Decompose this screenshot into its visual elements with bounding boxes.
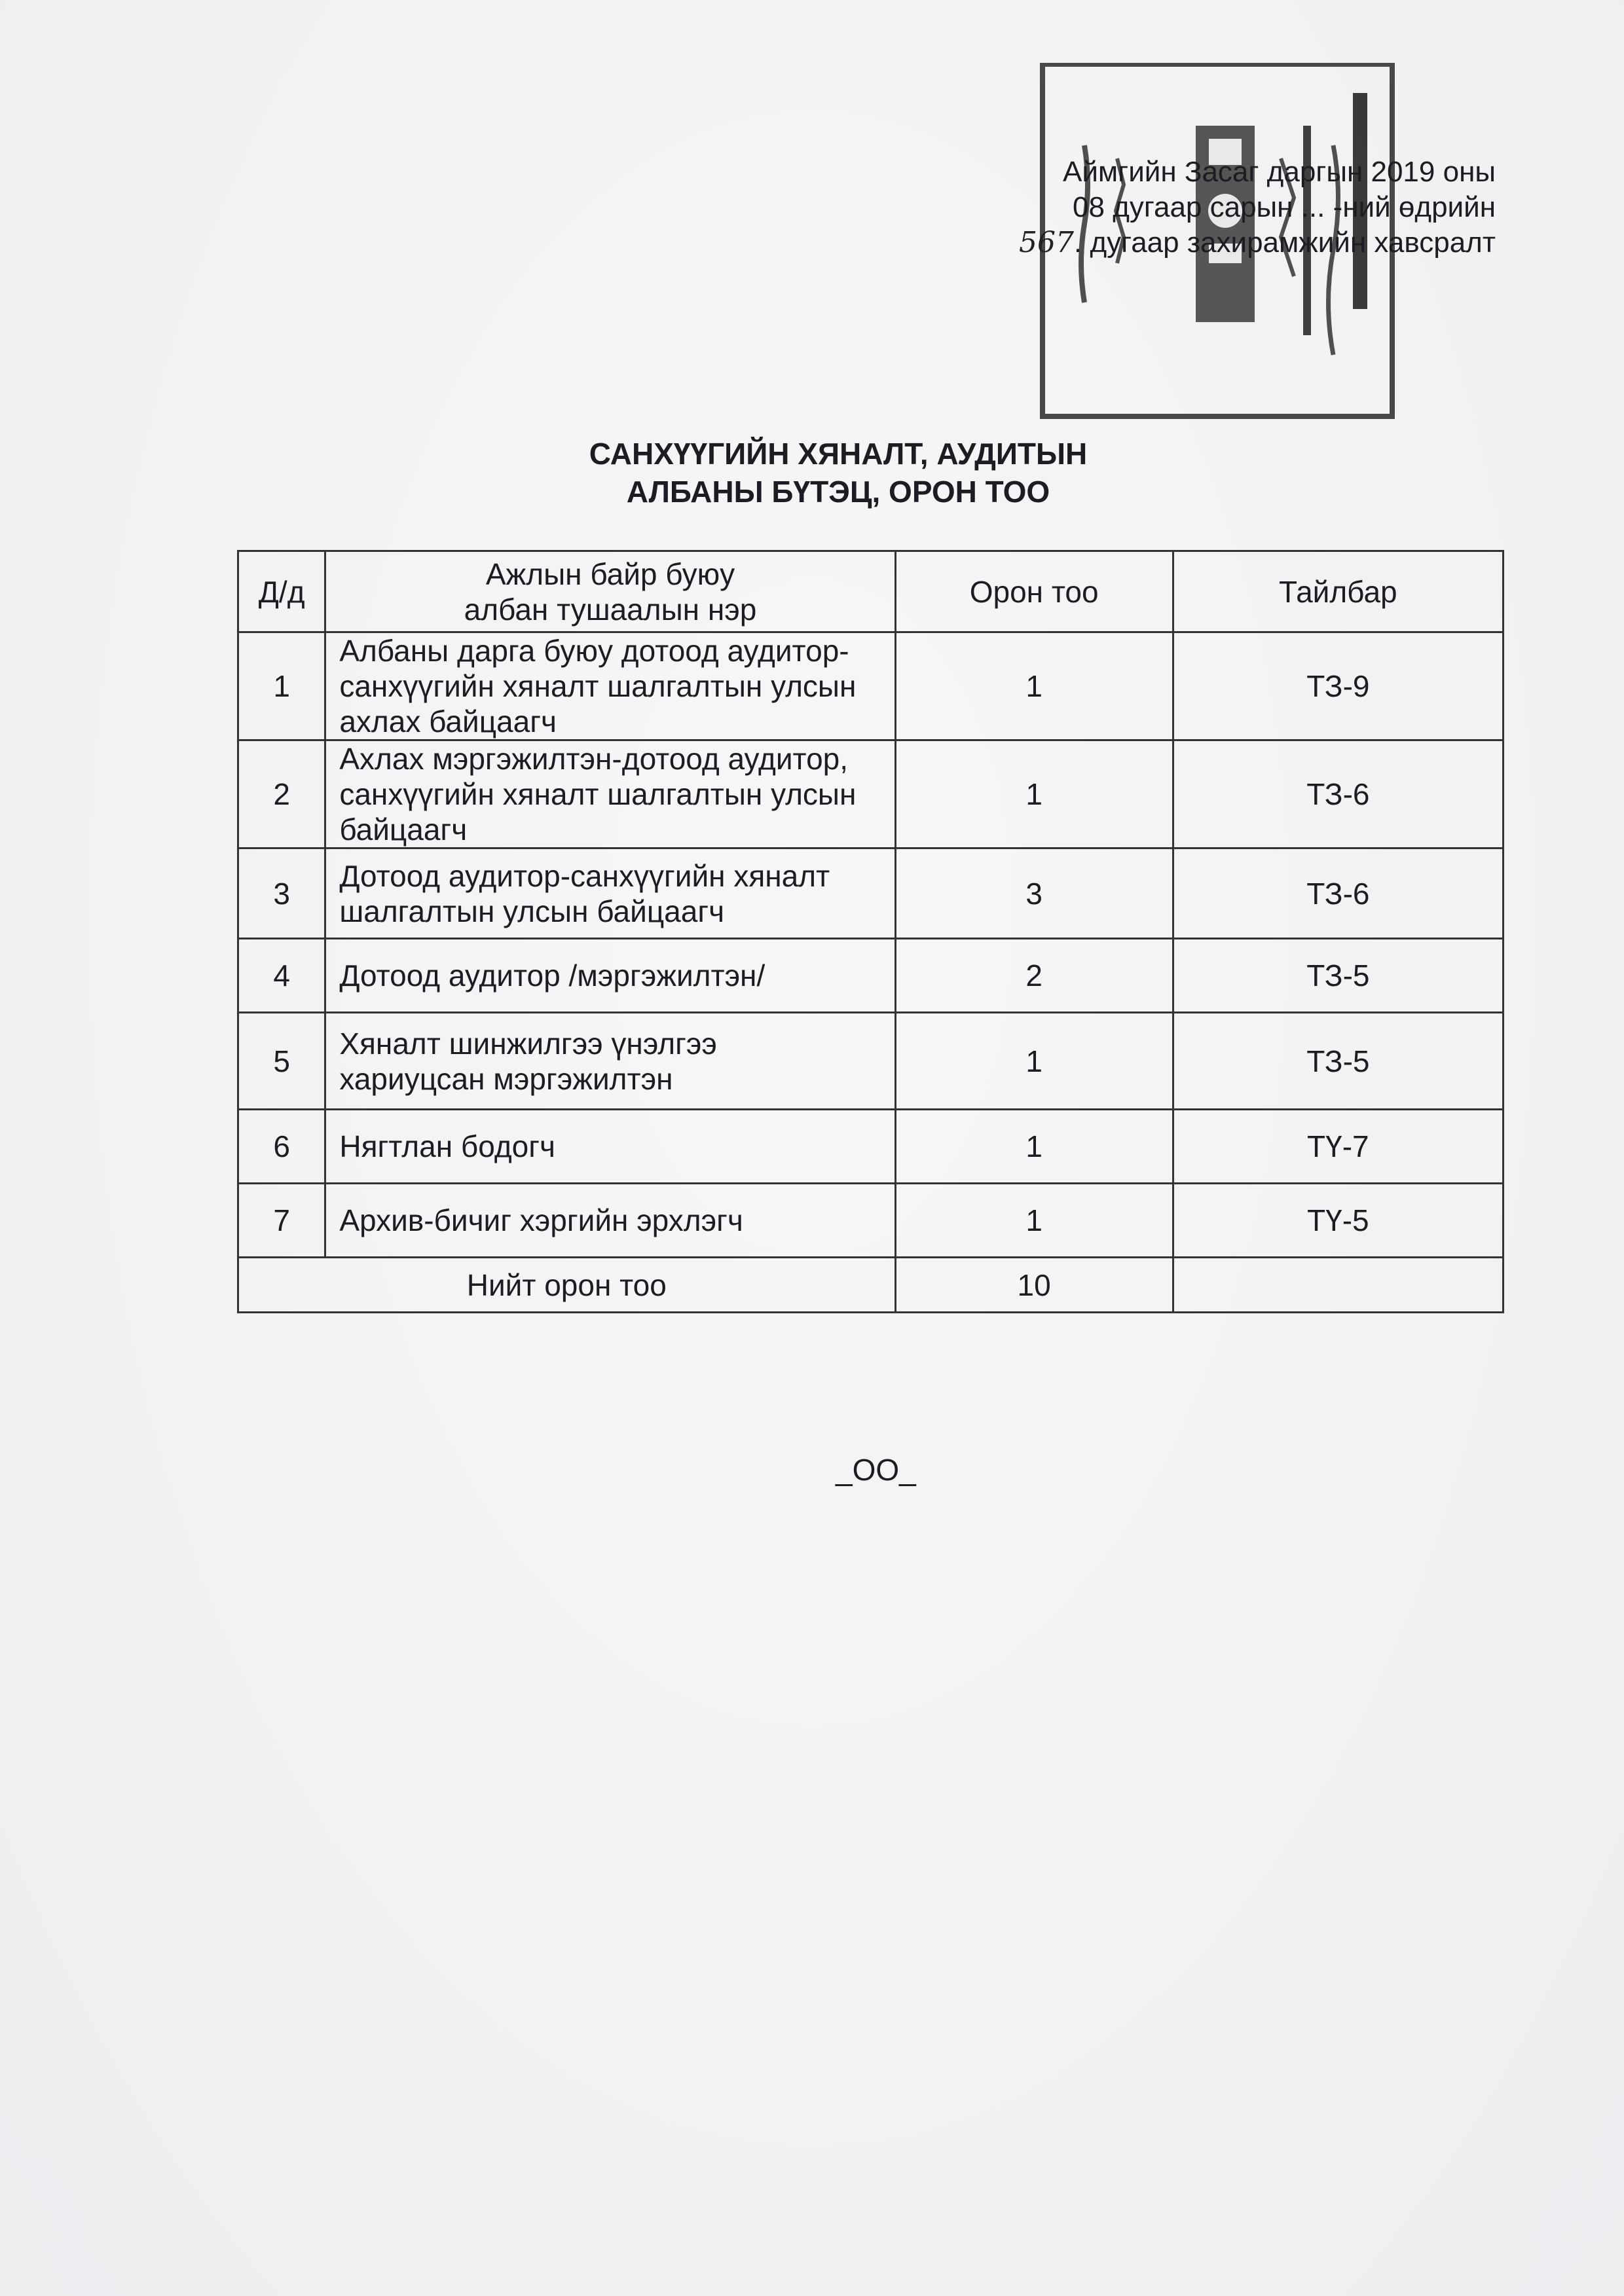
row-num: 4: [238, 939, 325, 1013]
table-row: [238, 740, 1504, 848]
row-note: ТҮ-7: [1173, 1110, 1503, 1184]
row-position: [325, 1110, 895, 1184]
table-total-row: [238, 1258, 1504, 1313]
row-position-line: Нягтлан бодогч: [339, 1129, 556, 1163]
row-note: ТЗ-5: [1173, 1013, 1503, 1110]
row-count: 1: [895, 1110, 1173, 1184]
annex-line-2: 08 дугаар сарын ... -ний өдрийн: [1073, 191, 1496, 223]
total-label: Нийт орон тоо: [238, 1258, 896, 1313]
row-position-line: Хяналт шинжилгээ үнэлгээ: [339, 1026, 717, 1061]
header-num: Д/д: [238, 551, 325, 632]
annex-reference: [1019, 155, 1496, 261]
row-position-line: Албаны дарга буюу дотоод аудитор-: [339, 634, 849, 668]
row-num: 6: [238, 1110, 325, 1184]
row-position: [325, 1184, 895, 1258]
annex-line-1: Аймгийн Засаг даргын 2019 оны: [1062, 156, 1496, 188]
total-note-empty: [1173, 1258, 1503, 1313]
row-position-line: Ахлах мэргэжилтэн-дотоод аудитор,: [339, 742, 849, 776]
row-position-line: хариуцсан мэргэжилтэн: [339, 1061, 673, 1096]
table-row: [238, 632, 1504, 740]
row-position: [325, 740, 895, 848]
row-position-line: ахлах байцаагч: [339, 704, 557, 738]
annex-line-3-text: дугаар захирамжийн хавсралт: [1090, 227, 1496, 259]
row-position-line: санхүүгийн хяналт шалгалтын улсын: [339, 669, 857, 703]
table-row: [238, 939, 1504, 1013]
row-position-line: шалгалтын улсын байцаагч: [339, 894, 725, 928]
row-position-line: санхүүгийн хяналт шалгалтын улсын: [339, 777, 857, 811]
row-count: 1: [895, 740, 1173, 848]
row-count: 1: [895, 632, 1173, 740]
decree-number: 567: [1019, 226, 1074, 259]
row-count: 3: [895, 848, 1173, 939]
row-num: 5: [238, 1013, 325, 1110]
staff-structure-table: [237, 550, 1504, 1313]
header-position: [325, 551, 895, 632]
row-note: ТЗ-5: [1173, 939, 1503, 1013]
title-line-1: САНХҮҮГИЙН ХЯНАЛТ, АУДИТЫН: [589, 437, 1088, 471]
header-position-line-1: Ажлын байр буюу: [485, 556, 735, 591]
row-num: 3: [238, 848, 325, 939]
row-position: [325, 1013, 895, 1110]
header-count: Орон тоо: [895, 551, 1173, 632]
total-count: 10: [895, 1258, 1173, 1313]
row-count: 1: [895, 1013, 1173, 1110]
row-note: ТЗ-9: [1173, 632, 1503, 740]
title-line-2: АЛБАНЫ БҮТЭЦ, ОРОН ТОО: [626, 475, 1050, 509]
row-note: ТЗ-6: [1173, 848, 1503, 939]
row-count: 1: [895, 1184, 1173, 1258]
row-position: [325, 939, 895, 1013]
row-num: 1: [238, 632, 325, 740]
row-note: ТҮ-5: [1173, 1184, 1503, 1258]
table-row: [238, 1013, 1504, 1110]
row-position-line: Дотоод аудитор-санхүүгийн хяналт: [339, 858, 830, 893]
annex-line-3: 567. дугаар захирамжийн хавсралт: [1019, 226, 1496, 259]
row-position-line: Дотоод аудитор /мэргэжилтэн/: [339, 958, 766, 993]
table-header-row: [238, 551, 1504, 632]
row-count: 2: [895, 939, 1173, 1013]
header-position-line-2: албан тушаалын нэр: [464, 592, 757, 627]
row-position-line: байцаагч: [339, 812, 468, 847]
document-end-mark: _OO_: [836, 1453, 916, 1487]
table-row: [238, 1110, 1504, 1184]
row-note: ТЗ-6: [1173, 740, 1503, 848]
row-num: 7: [238, 1184, 325, 1258]
row-position-line: Архив-бичиг хэргийн эрхлэгч: [339, 1203, 743, 1237]
row-num: 2: [238, 740, 325, 848]
row-position: [325, 848, 895, 939]
table-row: [238, 1184, 1504, 1258]
header-note: Тайлбар: [1173, 551, 1503, 632]
row-position: [325, 632, 895, 740]
document-title: [0, 435, 1624, 511]
table-row: [238, 848, 1504, 939]
